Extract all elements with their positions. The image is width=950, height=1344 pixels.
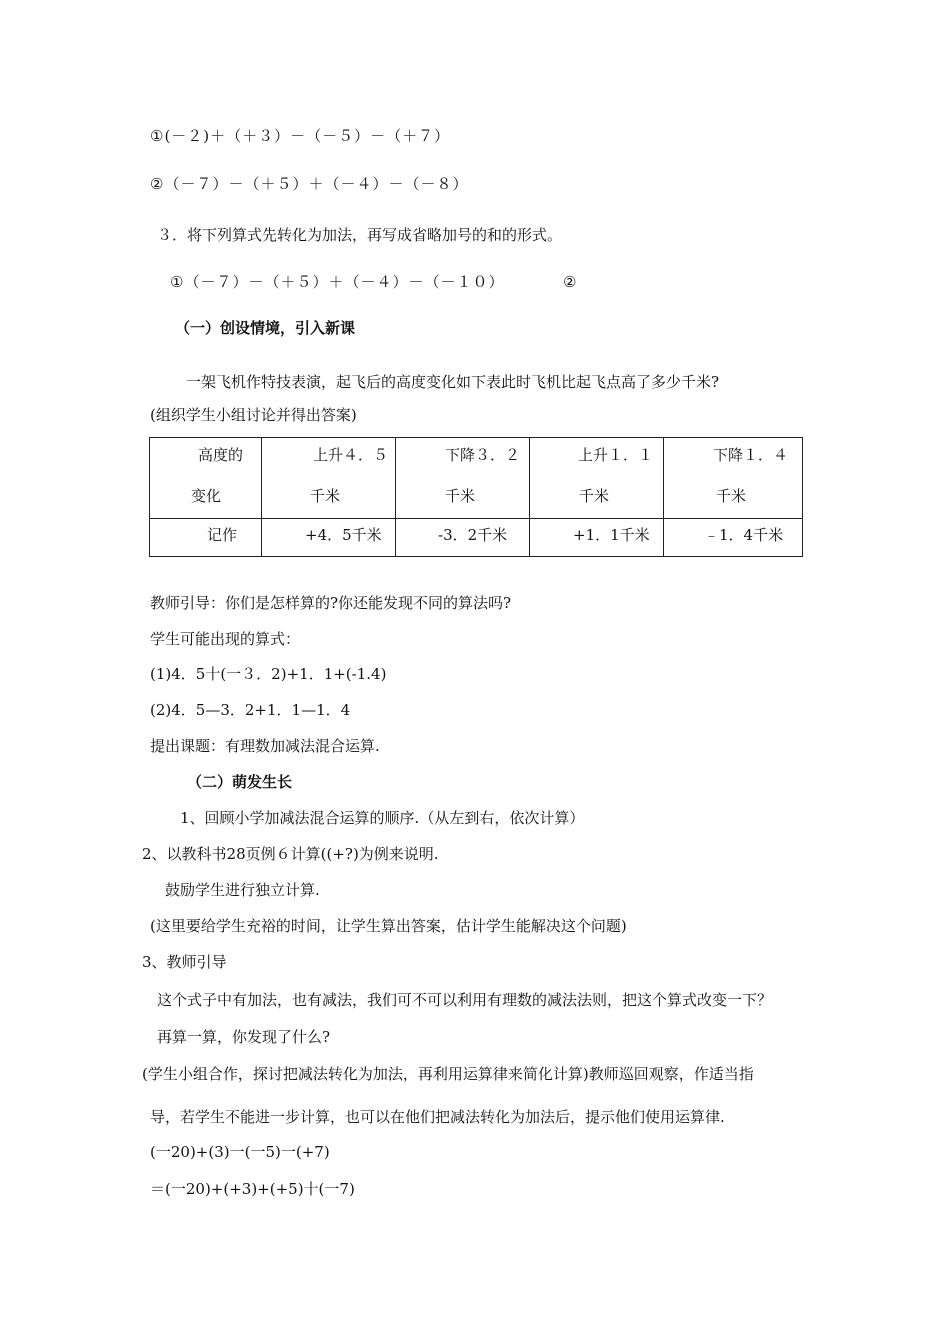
table-row (150, 438, 803, 519)
cell-line1: 下降１．４ (713, 446, 789, 464)
table-cell (396, 519, 530, 557)
section1-para1: 一架飞机作特技表演，起飞后的高度变化如下表此时飞机比起飞点高了多少千米? (186, 373, 720, 391)
altitude-table (149, 437, 803, 557)
exercise3-item1: ①（－７）－（＋５）＋（－４）－（－１０） (170, 273, 505, 291)
step-3b: 再算一算，你发现了什么? (157, 1028, 331, 1046)
step-2b: 鼓励学生进行独立计算. (165, 881, 320, 899)
formula-1: (1)4．5十(一３．2)+1．1+(-1.4) (150, 665, 387, 683)
record-value: -3．2千米 (438, 526, 508, 544)
cell-line2: 千米 (579, 487, 610, 505)
calc-1: (一20)+(3)一(一5)一(+7) (150, 1143, 330, 1161)
step-3a: 这个式子中有加法，也有减法，我们可不可以利用有理数的减法法则，把这个算式改变一下？ (157, 991, 773, 1009)
section2-heading: （二）萌发生长 (187, 773, 293, 791)
cell-line2: 千米 (445, 487, 476, 505)
cell-line1: 下降３．２ (445, 446, 521, 464)
cell-line2: 变化 (191, 487, 222, 505)
table-cell (150, 438, 262, 519)
cell-line2: 千米 (310, 487, 341, 505)
section1-para2: (组织学生小组讨论并得出答案) (150, 406, 357, 424)
exercise2-item2: ②（－７）－（＋５）＋（－４）－（－８） (150, 175, 469, 193)
cell-line2: 千米 (716, 487, 747, 505)
table-cell (530, 519, 664, 557)
exercise3-title: ３．将下列算式先转化为加法，再写成省略加号的和的形式。 (157, 226, 563, 244)
step-2: 2、以教科书28页例６计算((+?)为例来说明. (142, 845, 439, 863)
step-3: 3、教师引导 (142, 953, 227, 971)
section1-heading: （一）创设情境，引入新课 (175, 319, 356, 337)
table-cell (396, 438, 530, 519)
topic: 提出课题：有理数加减法混合运算. (150, 737, 380, 755)
table-cell (150, 519, 262, 557)
cell-line1: 高度的 (198, 446, 244, 464)
student-may: 学生可能出现的算式： (150, 630, 301, 648)
step-3c: (学生小组合作，探讨把减法转化为加法，再利用运算律来简化计算)教师巡回观察，作适当指 (142, 1065, 754, 1083)
cell-line1: 上升４．５ (313, 446, 389, 464)
record-label: 记作 (207, 526, 238, 544)
teacher-guide: 教师引导：你们是怎样算的?你还能发现不同的算法吗? (150, 594, 512, 612)
table-cell (262, 519, 396, 557)
record-value: +1．1千米 (573, 526, 650, 544)
exercise3-item2: ② (563, 273, 577, 291)
step-3d: 导，若学生不能进一步计算，也可以在他们把减法转化为加法后，提示他们使用运算律. (150, 1108, 725, 1126)
exercise2-item1: ①(－２)＋（＋３）－（－５）－（＋７） (150, 127, 451, 145)
record-value: ﹣1．4千米 (704, 526, 784, 544)
table-cell (530, 438, 664, 519)
table-cell (262, 438, 396, 519)
step-1: 1、回顾小学加减法混合运算的顺序.（从左到右，依次计算） (180, 809, 585, 827)
cell-line1: 上升１．１ (578, 446, 654, 464)
table-cell (664, 519, 803, 557)
calc-2: ＝(一20)+(+3)+(+5)十(一7) (150, 1180, 355, 1198)
record-value: +4．5千米 (305, 526, 382, 544)
table-cell (664, 438, 803, 519)
formula-2: (2)4．5—3．2+1．1—1．4 (150, 701, 351, 719)
step-2c: (这里要给学生充裕的时间，让学生算出答案，估计学生能解决这个问题) (150, 917, 627, 935)
table-row (150, 519, 803, 557)
